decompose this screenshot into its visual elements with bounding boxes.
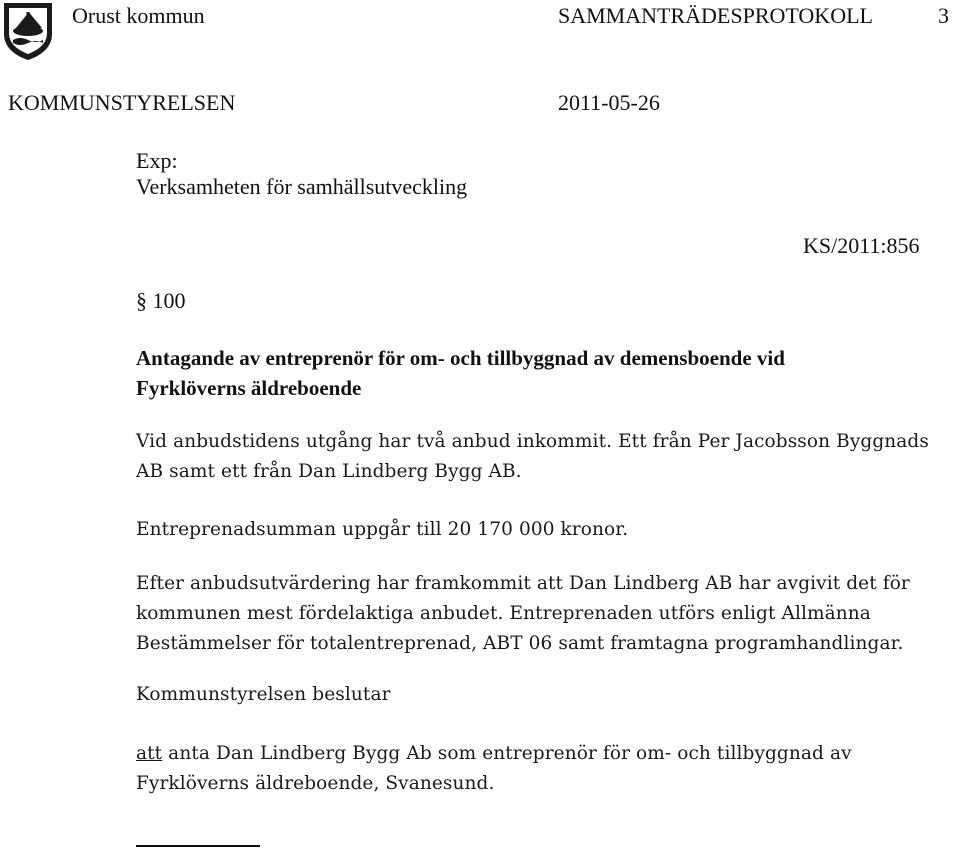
board-name: KOMMUNSTYRELSEN (8, 90, 236, 115)
municipality-name: Orust kommun (72, 3, 205, 28)
section-value: 100 (152, 288, 186, 313)
paragraph-line (136, 739, 936, 769)
paragraph-line: Fyrklöverns äldreboende, Svanesund. (136, 773, 495, 794)
paragraph-line: Vid anbudstidens utgång har två anbud inkommit. Ett från Per Jacobsson Byggnads (136, 431, 929, 452)
agenda-title (136, 343, 785, 403)
paragraph-line: Entreprenadsumman uppgår till 20 170 000 kronor. (136, 519, 629, 540)
section-number (136, 288, 186, 314)
decision-text (136, 739, 936, 799)
decision-heading: Kommunstyrelsen beslutar (136, 684, 391, 705)
decision-line-rest: anta Dan Lindberg Bygg Ab som entreprenör för om- och tillbyggnad av (162, 743, 852, 764)
municipality-coat-of-arms-icon (0, 0, 56, 62)
page-number: 3 (938, 3, 949, 28)
agenda-title-line: Fyrklöverns äldreboende (136, 376, 362, 400)
paragraph-line: Efter anbudsutvärdering har framkommit att Dan Lindberg AB har avgivit det för (136, 573, 910, 594)
paragraph-bids (136, 427, 936, 487)
dispatch-recipient: Verksamheten för samhällsutveckling (136, 174, 468, 199)
paragraph-line: AB samt ett från Dan Lindberg Bygg AB. (136, 461, 522, 482)
paragraph-evaluation (136, 569, 936, 659)
agenda-title-line: Antagande av entreprenör för om- och tillbyggnad av demensboende vid (136, 346, 785, 370)
meeting-date: 2011-05-26 (558, 90, 660, 115)
dispatch-label: Exp: (136, 148, 178, 173)
closing-rule (136, 845, 260, 847)
case-number: KS/2011:856 (803, 233, 920, 258)
decision-keyword: att (136, 743, 163, 764)
paragraph-line: kommunen mest fördelaktiga anbudet. Entreprenaden utförs enligt Allmänna (136, 603, 871, 624)
paragraph-sum (136, 515, 936, 545)
section-symbol: § (136, 288, 147, 313)
document-type: SAMMANTRÄDESPROTOKOLL (558, 3, 873, 28)
paragraph-line: Bestämmelser för totalentreprenad, ABT 06 samt framtagna programhandlingar. (136, 633, 904, 654)
